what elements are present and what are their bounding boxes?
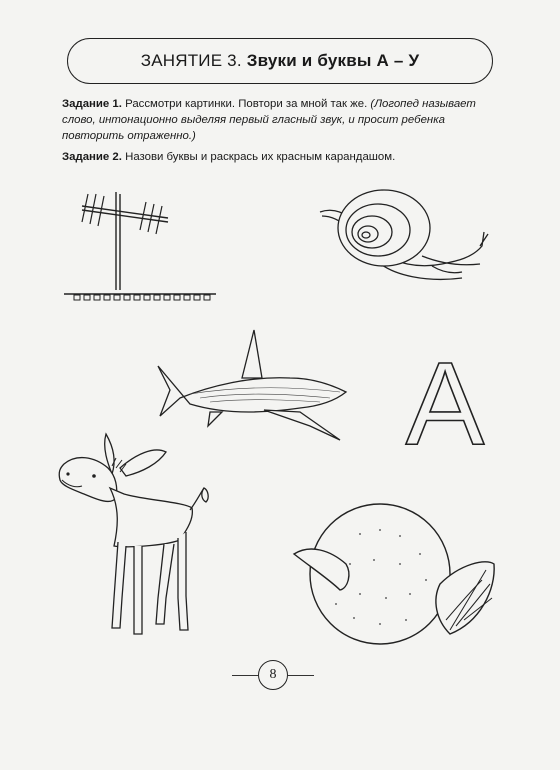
antenna-icon xyxy=(60,182,220,304)
orange-icon xyxy=(290,494,500,650)
task-1 xyxy=(62,96,510,144)
donkey-icon xyxy=(54,428,214,642)
page-number-line-right xyxy=(288,675,314,676)
page-number-line-left xyxy=(232,675,258,676)
task-1-text: Рассмотри картинки. Повтори за мной так же. xyxy=(125,98,368,110)
lesson-topic: Звуки и буквы А – У xyxy=(246,51,420,70)
task-2-text: Назови буквы и раскрась их красным карандашом. xyxy=(125,151,396,163)
lesson-number: ЗАНЯТИЕ 3. xyxy=(140,51,242,70)
letter-a-outline xyxy=(390,346,500,456)
antenna-elements xyxy=(82,194,162,234)
task-2 xyxy=(62,149,510,165)
task-1-label: Задание 1. xyxy=(62,98,122,110)
lesson-title xyxy=(67,38,493,84)
task-2-label: Задание 2. xyxy=(62,151,122,163)
task-1-note: (Логопед называет слово, интонационно выделяя первый гласный звук, и просит ребенка повторить отраженно.) xyxy=(62,98,476,142)
big-letter-a: А xyxy=(405,346,485,456)
snail-icon xyxy=(312,186,492,290)
page-number: 8 xyxy=(258,660,288,690)
